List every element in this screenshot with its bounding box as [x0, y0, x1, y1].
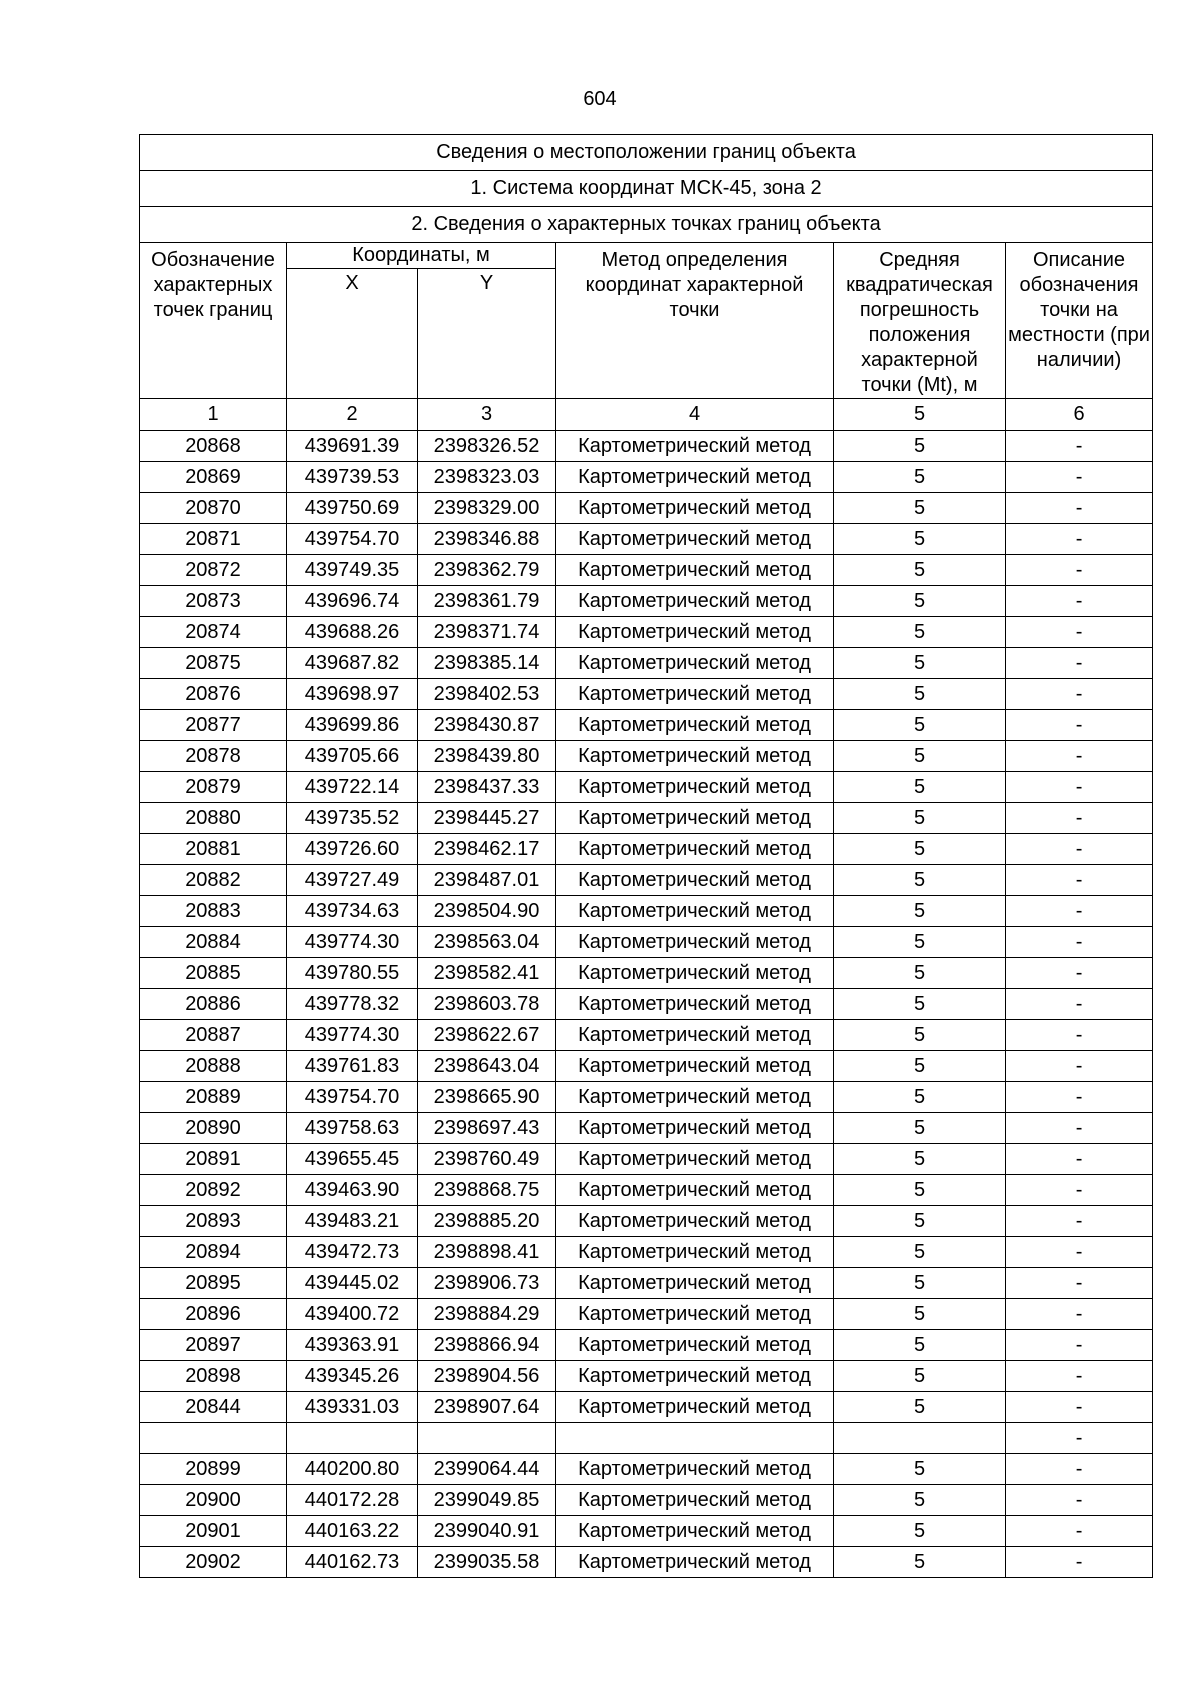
cell-y: 2398582.41 — [418, 958, 556, 989]
cell-point-id — [140, 1423, 287, 1454]
cell-error: 5 — [834, 896, 1006, 927]
cell-x: 439722.14 — [287, 772, 418, 803]
table-row — [140, 1485, 1153, 1516]
cell-x: 439445.02 — [287, 1268, 418, 1299]
cell-y: 2398371.74 — [418, 617, 556, 648]
cell-method: Картометрический метод — [556, 617, 834, 648]
cell-y: 2398462.17 — [418, 834, 556, 865]
cell-y: 2398430.87 — [418, 710, 556, 741]
section-title: 2. Сведения о характерных точках границ объекта — [140, 207, 1153, 243]
cell-point-id: 20891 — [140, 1144, 287, 1175]
cell-method: Картометрический метод — [556, 1299, 834, 1330]
cell-error: 5 — [834, 1330, 1006, 1361]
cell-method: Картометрический метод — [556, 1206, 834, 1237]
cell-y: 2398329.00 — [418, 493, 556, 524]
cell-error: 5 — [834, 1113, 1006, 1144]
cell-method: Картометрический метод — [556, 1237, 834, 1268]
cell-description: - — [1006, 524, 1153, 555]
table-row — [140, 1237, 1153, 1268]
cell-method: Картометрический метод — [556, 803, 834, 834]
cell-point-id: 20893 — [140, 1206, 287, 1237]
table-row — [140, 1392, 1153, 1423]
cell-x: 439734.63 — [287, 896, 418, 927]
column-number: 2 — [287, 399, 418, 431]
cell-error: 5 — [834, 648, 1006, 679]
column-number: 3 — [418, 399, 556, 431]
cell-error: 5 — [834, 710, 1006, 741]
table-row — [140, 524, 1153, 555]
column-number: 6 — [1006, 399, 1153, 431]
cell-x: 439699.86 — [287, 710, 418, 741]
cell-description: - — [1006, 1237, 1153, 1268]
table-row — [140, 555, 1153, 586]
table-row — [140, 834, 1153, 865]
cell-method: Картометрический метод — [556, 1361, 834, 1392]
cell-y: 2398866.94 — [418, 1330, 556, 1361]
cell-point-id: 20898 — [140, 1361, 287, 1392]
cell-y: 2398603.78 — [418, 989, 556, 1020]
cell-description: - — [1006, 1051, 1153, 1082]
cell-y: 2398884.29 — [418, 1299, 556, 1330]
cell-method: Картометрический метод — [556, 710, 834, 741]
cell-error: 5 — [834, 493, 1006, 524]
cell-x: 440200.80 — [287, 1454, 418, 1485]
cell-description: - — [1006, 586, 1153, 617]
table-row — [140, 586, 1153, 617]
column-number: 5 — [834, 399, 1006, 431]
cell-y: 2398622.67 — [418, 1020, 556, 1051]
table-row — [140, 1454, 1153, 1485]
cell-method: Картометрический метод — [556, 1485, 834, 1516]
table-row — [140, 772, 1153, 803]
cell-description: - — [1006, 1547, 1153, 1578]
cell-error: 5 — [834, 1237, 1006, 1268]
cell-description: - — [1006, 1516, 1153, 1547]
cell-x: 440163.22 — [287, 1516, 418, 1547]
cell-error: 5 — [834, 1547, 1006, 1578]
cell-method: Картометрический метод — [556, 1051, 834, 1082]
table-row — [140, 679, 1153, 710]
cell-x: 439780.55 — [287, 958, 418, 989]
cell-x: 439691.39 — [287, 431, 418, 462]
cell-description: - — [1006, 1299, 1153, 1330]
cell-point-id: 20878 — [140, 741, 287, 772]
cell-method: Картометрический метод — [556, 927, 834, 958]
table-row — [140, 431, 1153, 462]
table-row — [140, 741, 1153, 772]
cell-y: 2398906.73 — [418, 1268, 556, 1299]
boundary-points-table — [139, 134, 1153, 1578]
cell-point-id: 20879 — [140, 772, 287, 803]
cell-method: Картометрический метод — [556, 865, 834, 896]
cell-x: 439758.63 — [287, 1113, 418, 1144]
cell-method: Картометрический метод — [556, 431, 834, 462]
cell-y: 2399035.58 — [418, 1547, 556, 1578]
cell-point-id: 20885 — [140, 958, 287, 989]
cell-method: Картометрический метод — [556, 1454, 834, 1485]
table-row — [140, 1330, 1153, 1361]
cell-x: 439727.49 — [287, 865, 418, 896]
cell-method: Картометрический метод — [556, 648, 834, 679]
cell-description: - — [1006, 493, 1153, 524]
cell-error: 5 — [834, 834, 1006, 865]
cell-description: - — [1006, 803, 1153, 834]
cell-x: 439705.66 — [287, 741, 418, 772]
cell-description: - — [1006, 1485, 1153, 1516]
cell-x: 439726.60 — [287, 834, 418, 865]
cell-y: 2398439.80 — [418, 741, 556, 772]
cell-x: 439400.72 — [287, 1299, 418, 1330]
cell-point-id: 20871 — [140, 524, 287, 555]
cell-point-id: 20888 — [140, 1051, 287, 1082]
header-method: Метод определения координат характерной точки — [556, 243, 834, 399]
cell-x: 439483.21 — [287, 1206, 418, 1237]
header-designation: Обозначение характерных точек границ — [140, 243, 287, 399]
cell-x: 439696.74 — [287, 586, 418, 617]
cell-error: 5 — [834, 1485, 1006, 1516]
cell-point-id: 20876 — [140, 679, 287, 710]
cell-point-id: 20868 — [140, 431, 287, 462]
table-row — [140, 1361, 1153, 1392]
cell-error: 5 — [834, 1454, 1006, 1485]
cell-y: 2398504.90 — [418, 896, 556, 927]
cell-x: 439774.30 — [287, 1020, 418, 1051]
cell-y: 2398697.43 — [418, 1113, 556, 1144]
cell-description: - — [1006, 1113, 1153, 1144]
cell-y: 2398665.90 — [418, 1082, 556, 1113]
cell-y: 2398445.27 — [418, 803, 556, 834]
cell-method: Картометрический метод — [556, 741, 834, 772]
cell-error: 5 — [834, 617, 1006, 648]
table-row — [140, 1547, 1153, 1578]
cell-description: - — [1006, 1020, 1153, 1051]
table-row — [140, 1268, 1153, 1299]
cell-x: 439472.73 — [287, 1237, 418, 1268]
cell-x: 440162.73 — [287, 1547, 418, 1578]
cell-error: 5 — [834, 586, 1006, 617]
cell-description: - — [1006, 555, 1153, 586]
table-row — [140, 648, 1153, 679]
cell-x: 439754.70 — [287, 1082, 418, 1113]
cell-point-id: 20890 — [140, 1113, 287, 1144]
cell-error: 5 — [834, 1175, 1006, 1206]
cell-method: Картометрический метод — [556, 772, 834, 803]
cell-method: Картометрический метод — [556, 989, 834, 1020]
table-row — [140, 803, 1153, 834]
cell-x: 439698.97 — [287, 679, 418, 710]
coordinate-system: 1. Система координат МСК-45, зона 2 — [140, 171, 1153, 207]
cell-error: 5 — [834, 1020, 1006, 1051]
cell-point-id: 20887 — [140, 1020, 287, 1051]
cell-x: 439774.30 — [287, 927, 418, 958]
cell-method: Картометрический метод — [556, 896, 834, 927]
cell-method: Картометрический метод — [556, 1175, 834, 1206]
table-row — [140, 710, 1153, 741]
cell-description: - — [1006, 865, 1153, 896]
cell-description: - — [1006, 1082, 1153, 1113]
cell-point-id: 20844 — [140, 1392, 287, 1423]
cell-error: 5 — [834, 1516, 1006, 1547]
cell-y: 2398326.52 — [418, 431, 556, 462]
cell-y: 2399064.44 — [418, 1454, 556, 1485]
header-coordinates: Координаты, м — [287, 243, 556, 269]
table-row — [140, 1423, 1153, 1454]
cell-point-id: 20900 — [140, 1485, 287, 1516]
cell-point-id: 20877 — [140, 710, 287, 741]
table-row — [140, 1206, 1153, 1237]
header-y: Y — [418, 269, 556, 399]
cell-description: - — [1006, 1268, 1153, 1299]
table-row — [140, 989, 1153, 1020]
cell-point-id: 20902 — [140, 1547, 287, 1578]
cell-error: 5 — [834, 1392, 1006, 1423]
cell-method: Картометрический метод — [556, 958, 834, 989]
cell-method: Картометрический метод — [556, 493, 834, 524]
cell-error: 5 — [834, 1082, 1006, 1113]
cell-method: Картометрический метод — [556, 1330, 834, 1361]
cell-x: 440172.28 — [287, 1485, 418, 1516]
cell-error: 5 — [834, 679, 1006, 710]
cell-error: 5 — [834, 1299, 1006, 1330]
cell-point-id: 20889 — [140, 1082, 287, 1113]
cell-description: - — [1006, 927, 1153, 958]
cell-method: Картометрический метод — [556, 555, 834, 586]
cell-description: - — [1006, 958, 1153, 989]
cell-description: - — [1006, 710, 1153, 741]
cell-point-id: 20869 — [140, 462, 287, 493]
cell-error: 5 — [834, 865, 1006, 896]
cell-method: Картометрический метод — [556, 1547, 834, 1578]
cell-description: - — [1006, 1175, 1153, 1206]
cell-description: - — [1006, 741, 1153, 772]
cell-description: - — [1006, 1144, 1153, 1175]
cell-error: 5 — [834, 958, 1006, 989]
cell-method: Картометрический метод — [556, 1082, 834, 1113]
table-row — [140, 493, 1153, 524]
cell-y: 2398898.41 — [418, 1237, 556, 1268]
cell-method: Картометрический метод — [556, 462, 834, 493]
cell-description: - — [1006, 1361, 1153, 1392]
table-row — [140, 896, 1153, 927]
cell-y: 2398402.53 — [418, 679, 556, 710]
cell-x: 439778.32 — [287, 989, 418, 1020]
cell-point-id: 20884 — [140, 927, 287, 958]
cell-error: 5 — [834, 462, 1006, 493]
cell-y: 2399040.91 — [418, 1516, 556, 1547]
cell-method — [556, 1423, 834, 1454]
table-row — [140, 865, 1153, 896]
cell-x: 439749.35 — [287, 555, 418, 586]
table-row — [140, 462, 1153, 493]
cell-x: 439655.45 — [287, 1144, 418, 1175]
cell-description: - — [1006, 431, 1153, 462]
cell-y: 2398907.64 — [418, 1392, 556, 1423]
cell-description: - — [1006, 462, 1153, 493]
table-row — [140, 958, 1153, 989]
cell-y: 2398760.49 — [418, 1144, 556, 1175]
column-number: 1 — [140, 399, 287, 431]
cell-description: - — [1006, 989, 1153, 1020]
cell-error: 5 — [834, 803, 1006, 834]
cell-x: 439754.70 — [287, 524, 418, 555]
cell-point-id: 20901 — [140, 1516, 287, 1547]
cell-y: 2398346.88 — [418, 524, 556, 555]
cell-point-id: 20883 — [140, 896, 287, 927]
cell-y: 2398885.20 — [418, 1206, 556, 1237]
cell-y: 2399049.85 — [418, 1485, 556, 1516]
cell-description: - — [1006, 1206, 1153, 1237]
table-body — [140, 135, 1153, 1578]
cell-point-id: 20895 — [140, 1268, 287, 1299]
cell-error: 5 — [834, 431, 1006, 462]
cell-y: 2398487.01 — [418, 865, 556, 896]
table-row — [140, 927, 1153, 958]
cell-error — [834, 1423, 1006, 1454]
cell-point-id: 20875 — [140, 648, 287, 679]
cell-method: Картометрический метод — [556, 586, 834, 617]
cell-method: Картометрический метод — [556, 524, 834, 555]
cell-error: 5 — [834, 555, 1006, 586]
cell-y: 2398385.14 — [418, 648, 556, 679]
cell-x: 439688.26 — [287, 617, 418, 648]
cell-y: 2398437.33 — [418, 772, 556, 803]
cell-x: 439750.69 — [287, 493, 418, 524]
cell-description: - — [1006, 1330, 1153, 1361]
cell-error: 5 — [834, 1206, 1006, 1237]
cell-point-id: 20896 — [140, 1299, 287, 1330]
cell-description: - — [1006, 648, 1153, 679]
cell-x: 439761.83 — [287, 1051, 418, 1082]
cell-error: 5 — [834, 1268, 1006, 1299]
cell-description: - — [1006, 896, 1153, 927]
column-numbers-row — [140, 399, 1153, 431]
cell-method: Картометрический метод — [556, 1392, 834, 1423]
cell-point-id: 20873 — [140, 586, 287, 617]
cell-point-id: 20882 — [140, 865, 287, 896]
cell-point-id: 20892 — [140, 1175, 287, 1206]
cell-description: - — [1006, 1392, 1153, 1423]
cell-error: 5 — [834, 1144, 1006, 1175]
cell-method: Картометрический метод — [556, 834, 834, 865]
cell-error: 5 — [834, 772, 1006, 803]
cell-y: 2398361.79 — [418, 586, 556, 617]
cell-point-id: 20894 — [140, 1237, 287, 1268]
cell-point-id: 20899 — [140, 1454, 287, 1485]
cell-error: 5 — [834, 989, 1006, 1020]
cell-description: - — [1006, 617, 1153, 648]
table-row — [140, 1082, 1153, 1113]
cell-method: Картометрический метод — [556, 1268, 834, 1299]
cell-y: 2398643.04 — [418, 1051, 556, 1082]
cell-x: 439345.26 — [287, 1361, 418, 1392]
cell-x: 439363.91 — [287, 1330, 418, 1361]
table-row — [140, 617, 1153, 648]
cell-point-id: 20881 — [140, 834, 287, 865]
table-row — [140, 1020, 1153, 1051]
table-row — [140, 1516, 1153, 1547]
cell-y: 2398362.79 — [418, 555, 556, 586]
cell-y: 2398563.04 — [418, 927, 556, 958]
cell-error: 5 — [834, 1361, 1006, 1392]
cell-description: - — [1006, 772, 1153, 803]
cell-y: 2398323.03 — [418, 462, 556, 493]
table-row — [140, 1299, 1153, 1330]
cell-method: Картометрический метод — [556, 1113, 834, 1144]
cell-x — [287, 1423, 418, 1454]
header-x: X — [287, 269, 418, 399]
cell-x: 439739.53 — [287, 462, 418, 493]
cell-point-id: 20874 — [140, 617, 287, 648]
cell-method: Картометрический метод — [556, 679, 834, 710]
cell-description: - — [1006, 679, 1153, 710]
cell-point-id: 20897 — [140, 1330, 287, 1361]
cell-y: 2398904.56 — [418, 1361, 556, 1392]
cell-method: Картометрический метод — [556, 1020, 834, 1051]
cell-y: 2398868.75 — [418, 1175, 556, 1206]
cell-point-id: 20886 — [140, 989, 287, 1020]
cell-error: 5 — [834, 524, 1006, 555]
cell-method: Картометрический метод — [556, 1516, 834, 1547]
table-row — [140, 1051, 1153, 1082]
cell-point-id: 20872 — [140, 555, 287, 586]
cell-error: 5 — [834, 1051, 1006, 1082]
cell-method: Картометрический метод — [556, 1144, 834, 1175]
cell-error: 5 — [834, 741, 1006, 772]
cell-description: - — [1006, 1454, 1153, 1485]
page-number: 604 — [583, 88, 617, 110]
header-description: Описание обозначения точки на местности (при наличии) — [1006, 243, 1153, 399]
cell-description: - — [1006, 834, 1153, 865]
table-row — [140, 1113, 1153, 1144]
column-number: 4 — [556, 399, 834, 431]
cell-x: 439735.52 — [287, 803, 418, 834]
header-error: Средняя квадратическая погрешность положения характерной точки (Mt), м — [834, 243, 1006, 399]
cell-point-id: 20880 — [140, 803, 287, 834]
cell-description: - — [1006, 1423, 1153, 1454]
cell-x: 439687.82 — [287, 648, 418, 679]
cell-x: 439331.03 — [287, 1392, 418, 1423]
table-row — [140, 1144, 1153, 1175]
cell-x: 439463.90 — [287, 1175, 418, 1206]
cell-y — [418, 1423, 556, 1454]
cell-error: 5 — [834, 927, 1006, 958]
table-title: Сведения о местоположении границ объекта — [140, 135, 1153, 171]
cell-point-id: 20870 — [140, 493, 287, 524]
table-row — [140, 1175, 1153, 1206]
